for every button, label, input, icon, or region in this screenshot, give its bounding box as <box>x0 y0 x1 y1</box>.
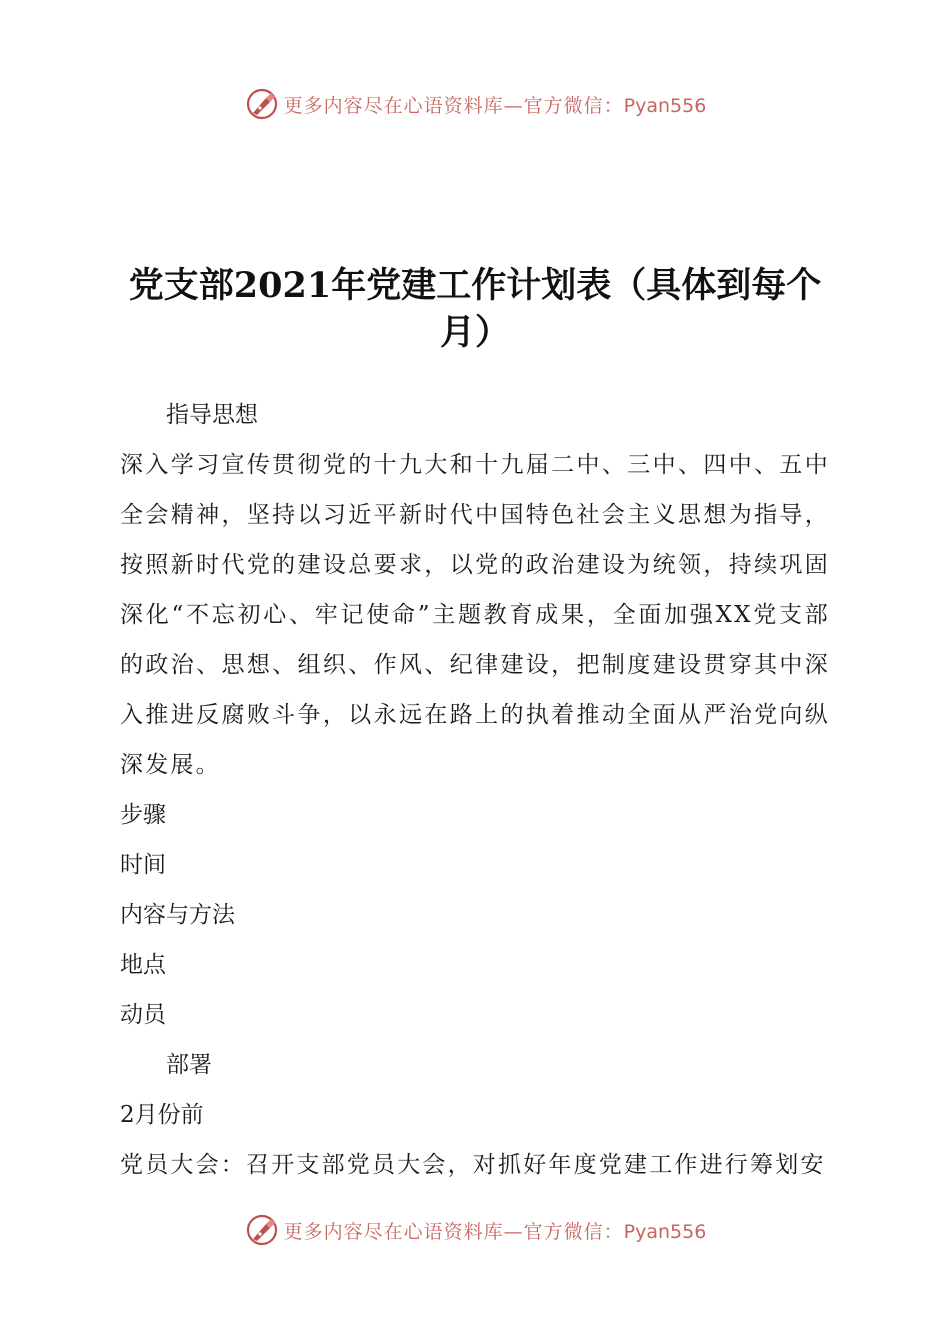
header-banner-wechat: Pyan556 <box>623 94 707 117</box>
guiding-heading: 指导思想 <box>166 402 258 428</box>
footer-banner-wechat: Pyan556 <box>623 1220 707 1243</box>
footer-banner-text: 更多内容尽在心语资料库—官方微信： <box>283 1220 624 1243</box>
pen-nib-logo-icon <box>244 1212 280 1248</box>
section-deploy: 部署 <box>166 1052 212 1078</box>
content-cell: 党员大会：召开支部党员大会，对抓好年度党建工作进行筹划安 <box>120 1152 826 1178</box>
header-banner-text: 更多内容尽在心语资料库—官方微信： <box>283 94 624 117</box>
table-header-content: 内容与方法 <box>120 902 235 928</box>
header-banner <box>0 84 950 124</box>
time-cell: 2月份前 <box>120 1102 204 1128</box>
table-header-step: 步骤 <box>120 802 166 828</box>
table-header-time: 时间 <box>120 852 166 878</box>
footer-banner <box>0 1210 950 1250</box>
guiding-paragraph: 深入学习宣传贯彻党的十九大和十九届二中、三中、四中、五中全会精神，坚持以习近平新时代中国特色社会主义思想为指导，按照新时代党的建设总要求，以党的政治建设为统领，持续巩固深化“不忘初心、牢记使命”主题教育成果，全面加强XX党支部的政治、思想、组织、作风、纪律建设，把制度建设贯穿其中深入推进反腐败斗争，以永远在路上的执着推动全面从严治党向纵深发展。 <box>120 452 830 778</box>
table-header-location: 地点 <box>120 952 166 978</box>
pen-nib-logo-icon <box>244 86 280 122</box>
page-title: 党支部2021年党建工作计划表（具体到每个月） <box>128 265 822 353</box>
document-body <box>120 390 830 1190</box>
section-mobilize: 动员 <box>120 1002 166 1028</box>
